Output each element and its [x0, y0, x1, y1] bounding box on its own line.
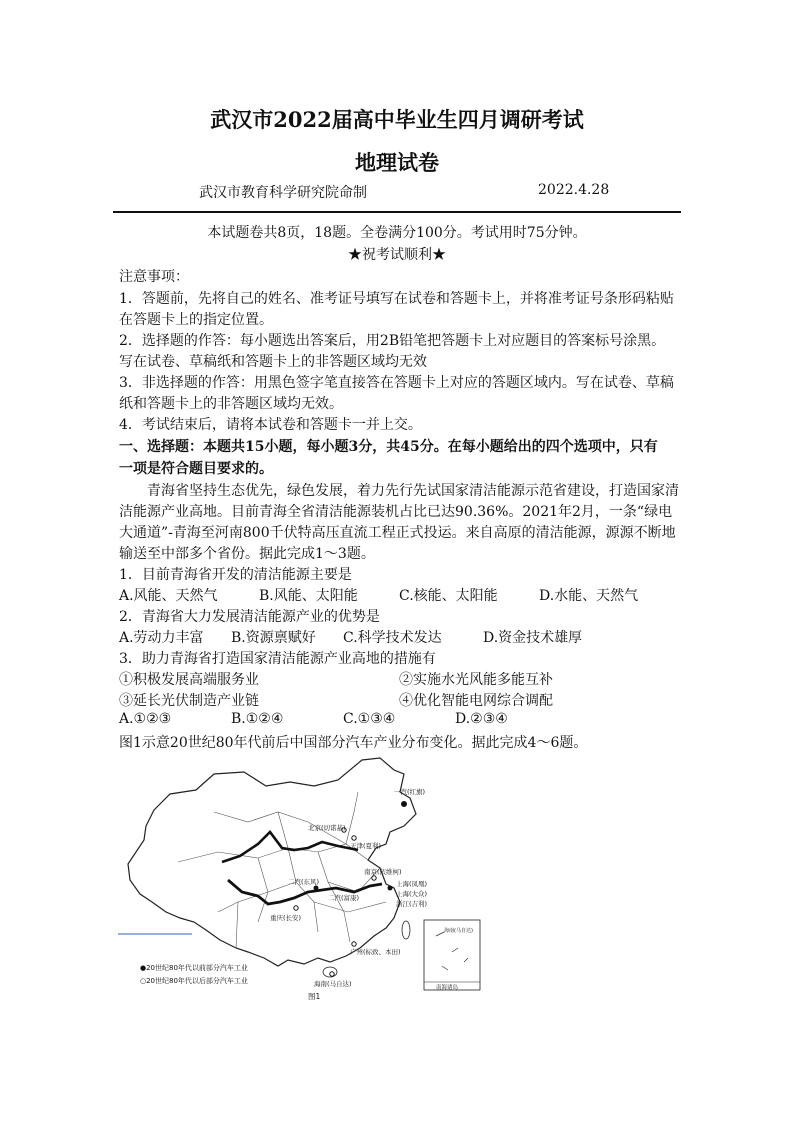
statement-item: ①积极发展高端服务业	[119, 672, 259, 688]
hainan-marker	[330, 972, 334, 976]
label-beijing: 北京(切诺基)	[308, 824, 346, 832]
label-changchun: 一汽(红旗)	[394, 788, 426, 796]
notes-line: 写在试卷、草稿纸和答题卡上的非答题区域均无效	[119, 354, 427, 370]
shiyan-marker	[314, 886, 319, 891]
option-d: D.②③④	[455, 711, 508, 727]
figure-caption: 图1	[308, 992, 321, 1001]
notes-line: 2．选择题的作答：每小题选出答案后，用2B铅笔把答题卡上对应题目的答案标号涂黑。	[119, 333, 666, 349]
label-zhejiang: 浙江(吉利)	[396, 900, 428, 908]
nanjing-marker	[372, 876, 376, 880]
passage-line: 青海省坚持生态优先，绿色发展，着力先行先试国家清洁能源示范省建设，打造国家清	[147, 483, 679, 499]
option-a: A.①②③	[119, 711, 172, 727]
option-c: C.科学技术发达	[343, 630, 442, 646]
question-stem: 3．助力青海省打造国家清洁能源产业高地的措施有	[119, 651, 436, 667]
label-chongqing: 重庆(长安)	[270, 914, 302, 922]
exam-date: 2022.4.28	[538, 182, 610, 198]
legend-after-1980: ○20世纪80年代以后部分汽车工业	[140, 977, 248, 985]
chongqing-marker	[294, 906, 298, 910]
option-a: A.风能、天然气	[119, 588, 218, 604]
notes-line: 在答题卡上的指定位置。	[119, 312, 273, 328]
option-c: C.①③④	[343, 711, 396, 727]
taiwan-island	[402, 921, 410, 939]
changchun-marker	[401, 801, 407, 807]
section-heading: 一项是符合题目要求的。	[119, 461, 273, 477]
section-heading: 一、选择题：本题共15小题，每小题3分，共45分。在每小题给出的四个选项中，只有	[119, 439, 658, 455]
label-nanjing: 南京(依维柯)	[364, 868, 402, 876]
header-divider	[113, 211, 681, 213]
statement-item: ②实施水光风能多能互补	[399, 672, 553, 688]
province-lines	[178, 792, 386, 948]
label-hainan: 海南(马自达)	[314, 980, 352, 988]
label-guangzhou: 广州(标致、本田)	[350, 948, 401, 956]
label-shanghai2: 上海(大众)	[396, 890, 428, 898]
option-d: D.水能、天然气	[539, 588, 639, 604]
option-a: A.劳动力丰富	[119, 630, 204, 646]
label-shiyan: 二汽(东风)	[288, 878, 320, 886]
label-tianjin: 天津(夏利)	[350, 842, 382, 850]
option-b: B.资源禀赋好	[231, 630, 316, 646]
passage-line: 输送至中部多个省份。据此完成1～3题。	[119, 546, 375, 562]
exam-summary: 本试题卷共8页，18题。全卷满分100分。考试用时75分钟。	[207, 225, 587, 241]
label-shanghai1: 上海(凤凰)	[396, 880, 428, 888]
china-outline	[128, 758, 416, 966]
label-ergiqi: 二汽(富康)	[328, 894, 360, 902]
passage-line: 大通道”-青海至河南800千伏特高压直流工程正式投运。来自高原的清洁能源，源源不断地	[119, 525, 676, 541]
notes-line: 1．答题前，先将自己的姓名、准考证号填写在试卷和答题卡上，并将准考证号条形码粘贴	[119, 291, 674, 307]
notes-line: 4．考试结束后，请将本试卷和答题卡一并上交。	[119, 417, 422, 433]
inset-hainan-label: 海南(马自达)	[444, 928, 473, 934]
tianjin-marker	[352, 836, 356, 840]
question-stem: 2．青海省大力发展清洁能源产业的优势是	[119, 609, 380, 625]
guangzhou-marker	[352, 942, 356, 946]
option-d: D.资金技术雄厚	[483, 630, 583, 646]
figure-intro: 图1示意20世纪80年代前后中国部分汽车产业分布变化。据此完成4～6题。	[119, 735, 588, 751]
exam-wish: ★祝考试顺利★	[348, 247, 446, 263]
notes-line: 3．非选择题的作答：用黑色签字笔直接答在答题卡上对应的答题区域内。写在试卷、草稿	[119, 375, 674, 391]
subject-title: 地理试卷	[355, 150, 439, 175]
exam-maker: 武汉市教育科学研究院命制	[199, 185, 367, 201]
option-b: B.风能、太阳能	[259, 588, 358, 604]
option-c: C.核能、太阳能	[399, 588, 498, 604]
inset-sea-label: 南海诸岛	[436, 985, 459, 991]
notes-heading: 注意事项：	[119, 269, 189, 285]
statement-item: ③延长光伏制造产业链	[119, 693, 259, 709]
passage-line: 洁能源产业高地。目前青海全省清洁能源装机占比已达90.36%。2021年2月，一条“绿电	[119, 504, 673, 520]
shanghai-marker	[388, 886, 393, 891]
legend-before-1980: ●20世纪80年代以前部分汽车工业	[140, 964, 248, 972]
exam-title: 武汉市2022届高中毕业生四月调研考试	[210, 107, 584, 132]
option-b: B.①②④	[231, 711, 284, 727]
notes-line: 纸和答题卡上的非答题区域均无效。	[119, 396, 343, 412]
question-stem: 1．目前青海省开发的清洁能源主要是	[119, 567, 352, 583]
statement-item: ④优化智能电网综合调配	[399, 693, 553, 709]
china-auto-industry-map	[118, 752, 502, 1002]
